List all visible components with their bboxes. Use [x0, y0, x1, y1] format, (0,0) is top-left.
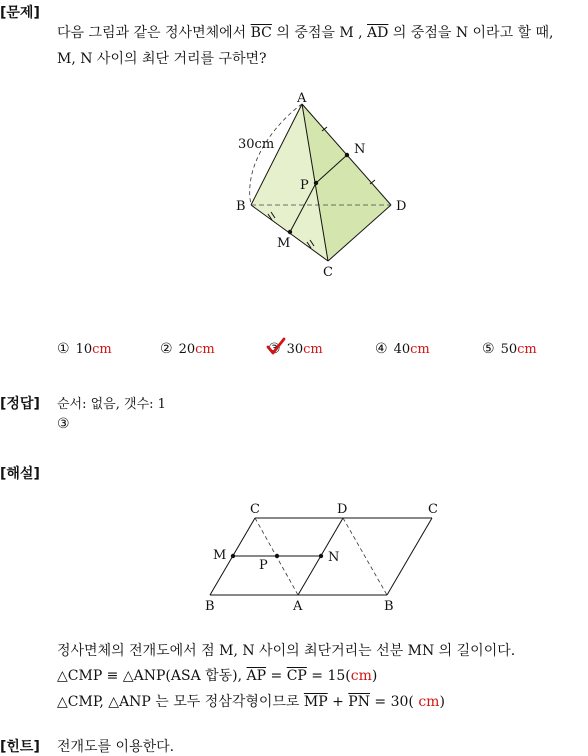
choice-5[interactable] — [482, 341, 537, 357]
net-label-a: A — [293, 599, 303, 614]
vertex-a-label: A — [297, 91, 307, 106]
net-label-c: C — [428, 502, 438, 517]
choice-number: ③ — [268, 341, 281, 357]
problem-line-1 — [57, 22, 554, 42]
segment-bc: $\overline{BC}$ — [250, 25, 272, 41]
choice-value: 10 — [75, 342, 93, 357]
hint-label: [힌트] — [0, 739, 40, 755]
hint-text: 전개도를 이용한다. — [57, 739, 175, 755]
net-label-c: C — [250, 502, 260, 517]
segment-mp: $\overline{MP}$ — [303, 694, 328, 710]
choice-1[interactable] — [57, 341, 112, 357]
net-fold-db — [343, 518, 387, 595]
problem-label: [문제] — [0, 5, 40, 21]
point-m-dot — [288, 230, 292, 234]
net-label-p: P — [259, 558, 268, 573]
edge-length-label: 30cm — [238, 137, 275, 152]
choice-number: ② — [160, 341, 173, 357]
net-label-b: B — [384, 599, 394, 614]
close-paren: ) — [371, 668, 378, 684]
point-m-label: M — [277, 236, 291, 251]
vertex-d-label: D — [396, 199, 407, 214]
explanation-text: = 30( — [369, 694, 419, 710]
problem-text: 의 중점을 M , — [271, 25, 368, 41]
segment-ap: $\overline{AP}$ — [246, 668, 267, 684]
segment-cp: $\overline{CP}$ — [286, 668, 307, 684]
explanation-text: = 15( — [306, 668, 351, 684]
choice-3[interactable] — [268, 341, 323, 357]
unit-cm: cm — [418, 694, 440, 710]
vertex-c-label: C — [323, 265, 333, 280]
vertex-b-label: B — [236, 199, 246, 214]
explanation-line-1: 정사면체의 전개도에서 점 M, N 사이의 최단거리는 선분 MN 의 길이이다. — [57, 643, 516, 659]
choice-unit: cm — [410, 342, 430, 357]
choice-value: 30 — [286, 342, 304, 357]
answer-value: ③ — [57, 416, 70, 432]
choice-number: ⑤ — [482, 341, 495, 357]
explanation-text: △CMP ≡ △ANP(ASA 합동), — [57, 668, 247, 684]
unit-cm: cm — [350, 668, 372, 684]
problem-line-2: M, N 사이의 최단 거리를 구하면? — [57, 51, 267, 67]
segment-pn: $\overline{PN}$ — [348, 694, 370, 710]
point-n-label: N — [354, 142, 366, 157]
net-diagram — [200, 497, 460, 615]
point-p-label: P — [300, 178, 309, 193]
explanation-label: [해설] — [0, 466, 40, 482]
choice-unit: cm — [517, 342, 537, 357]
choice-2[interactable] — [160, 341, 215, 357]
net-edge-bc2 — [387, 518, 432, 595]
problem-text: 의 중점을 N 이라고 할 때, — [388, 25, 554, 41]
choice-4[interactable] — [375, 341, 430, 357]
tetrahedron-figure — [230, 88, 420, 284]
explanation-text: △CMP, △ANP 는 모두 정삼각형이므로 — [57, 694, 304, 710]
net-point-m-dot — [231, 554, 235, 558]
choice-value: 20 — [178, 342, 196, 357]
plus-sign: + — [327, 694, 349, 710]
point-p-dot — [314, 181, 318, 185]
choice-number: ④ — [375, 341, 388, 357]
choice-unit: cm — [195, 342, 215, 357]
net-label-b: B — [205, 599, 215, 614]
net-label-n: N — [328, 550, 340, 565]
problem-text: 다음 그림과 같은 정사면체에서 — [57, 25, 251, 41]
net-label-d: D — [337, 502, 348, 517]
choice-value: 40 — [393, 342, 411, 357]
explanation-line-3 — [57, 691, 445, 711]
net-point-n-dot — [319, 554, 323, 558]
answer-meta: 순서: 없음, 갯수: 1 — [57, 397, 166, 412]
net-label-m: M — [213, 548, 227, 563]
segment-ad: $\overline{AD}$ — [367, 25, 389, 41]
point-n-dot — [345, 153, 349, 157]
choice-value: 50 — [500, 342, 518, 357]
net-point-p-dot — [275, 554, 279, 558]
choice-unit: cm — [92, 342, 112, 357]
equals-sign: = — [266, 668, 287, 684]
choice-unit: cm — [303, 342, 323, 357]
answer-label: [정답] — [0, 396, 40, 412]
close-paren: ) — [439, 694, 445, 710]
checkmark-icon — [266, 337, 286, 357]
explanation-line-2 — [57, 665, 377, 685]
choice-number: ① — [57, 341, 70, 357]
